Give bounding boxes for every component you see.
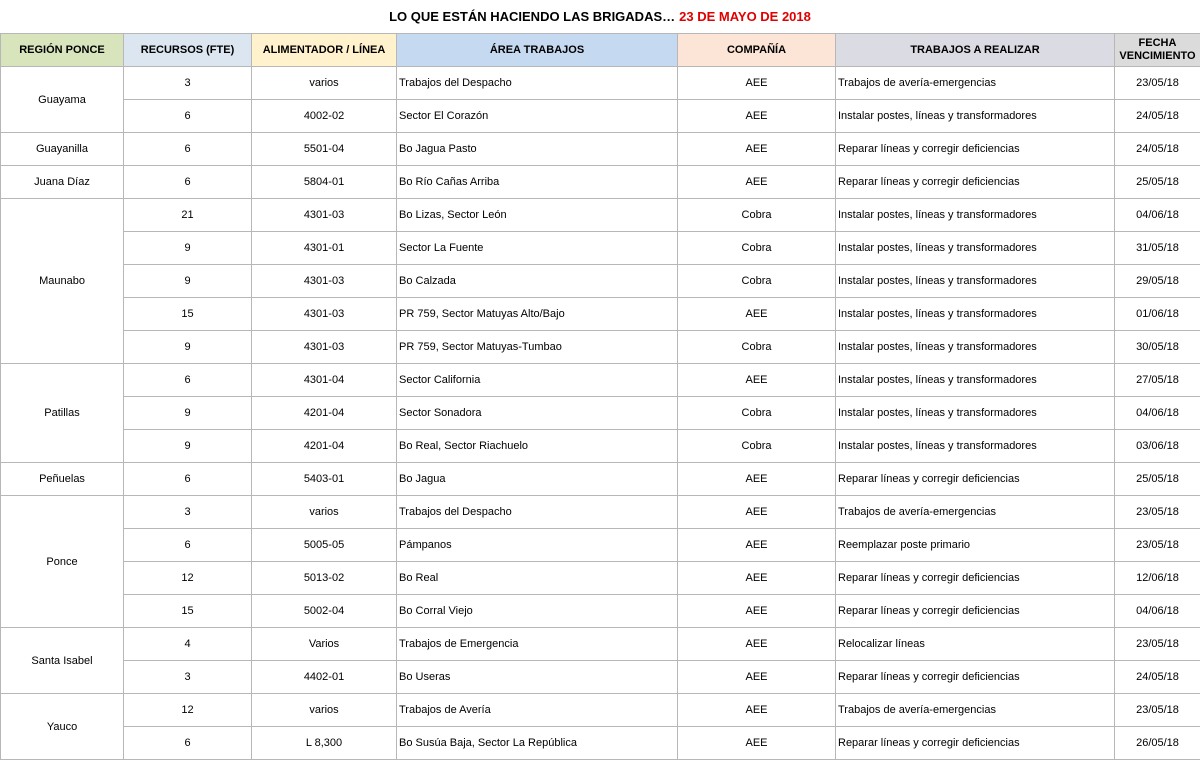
cell-compania: AEE bbox=[678, 628, 836, 661]
cell-compania: Cobra bbox=[678, 430, 836, 463]
cell-fecha: 04/06/18 bbox=[1115, 595, 1200, 628]
cell-recursos: 3 bbox=[124, 496, 252, 529]
table-row bbox=[1, 265, 1200, 298]
header-region: REGIÓN PONCE bbox=[1, 34, 124, 67]
cell-area: Bo Useras bbox=[397, 661, 678, 694]
page-title bbox=[0, 0, 1200, 33]
cell-trabajos: Reparar líneas y corregir deficiencias bbox=[836, 661, 1115, 694]
cell-recursos: 6 bbox=[124, 166, 252, 199]
cell-compania: AEE bbox=[678, 694, 836, 727]
cell-trabajos: Instalar postes, líneas y transformadores bbox=[836, 199, 1115, 232]
cell-alimentador: varios bbox=[252, 67, 397, 100]
cell-recursos: 9 bbox=[124, 397, 252, 430]
cell-alimentador: 5804-01 bbox=[252, 166, 397, 199]
header-fecha-line1: FECHA bbox=[1138, 37, 1177, 49]
cell-area: Bo Jagua Pasto bbox=[397, 133, 678, 166]
table-row bbox=[1, 199, 1200, 232]
cell-region: Guayanilla bbox=[1, 133, 124, 166]
cell-fecha: 27/05/18 bbox=[1115, 364, 1200, 397]
cell-alimentador: 5005-05 bbox=[252, 529, 397, 562]
cell-area: PR 759, Sector Matuyas Alto/Bajo bbox=[397, 298, 678, 331]
table-row bbox=[1, 562, 1200, 595]
title-main: LO QUE ESTÁN HACIENDO LAS BRIGADAS… bbox=[389, 9, 676, 24]
cell-recursos: 15 bbox=[124, 298, 252, 331]
cell-trabajos: Relocalizar líneas bbox=[836, 628, 1115, 661]
table-row bbox=[1, 331, 1200, 364]
table-row bbox=[1, 232, 1200, 265]
cell-trabajos: Instalar postes, líneas y transformadores bbox=[836, 298, 1115, 331]
cell-region: Patillas bbox=[1, 364, 124, 463]
table-body bbox=[1, 67, 1200, 760]
cell-area: Sector Sonadora bbox=[397, 397, 678, 430]
cell-trabajos: Trabajos de avería-emergencias bbox=[836, 67, 1115, 100]
cell-trabajos: Reparar líneas y corregir deficiencias bbox=[836, 727, 1115, 760]
cell-region: Santa Isabel bbox=[1, 628, 124, 694]
cell-recursos: 9 bbox=[124, 265, 252, 298]
cell-recursos: 6 bbox=[124, 133, 252, 166]
cell-compania: AEE bbox=[678, 727, 836, 760]
cell-alimentador: varios bbox=[252, 496, 397, 529]
table-row bbox=[1, 298, 1200, 331]
cell-recursos: 3 bbox=[124, 661, 252, 694]
cell-recursos: 15 bbox=[124, 595, 252, 628]
cell-recursos: 12 bbox=[124, 694, 252, 727]
cell-trabajos: Reparar líneas y corregir deficiencias bbox=[836, 133, 1115, 166]
cell-compania: AEE bbox=[678, 661, 836, 694]
cell-alimentador: varios bbox=[252, 694, 397, 727]
cell-alimentador: 4301-03 bbox=[252, 199, 397, 232]
header-alimentador: ALIMENTADOR / LÍNEA bbox=[252, 34, 397, 67]
cell-compania: AEE bbox=[678, 595, 836, 628]
cell-fecha: 23/05/18 bbox=[1115, 529, 1200, 562]
header-fecha-line2: VENCIMIENTO bbox=[1119, 50, 1196, 62]
cell-compania: AEE bbox=[678, 463, 836, 496]
cell-alimentador: Varios bbox=[252, 628, 397, 661]
cell-area: Trabajos del Despacho bbox=[397, 67, 678, 100]
cell-area: Bo Calzada bbox=[397, 265, 678, 298]
cell-compania: AEE bbox=[678, 529, 836, 562]
cell-fecha: 04/06/18 bbox=[1115, 397, 1200, 430]
cell-compania: AEE bbox=[678, 67, 836, 100]
cell-fecha: 03/06/18 bbox=[1115, 430, 1200, 463]
cell-compania: Cobra bbox=[678, 199, 836, 232]
cell-compania: Cobra bbox=[678, 232, 836, 265]
header-row bbox=[1, 34, 1200, 67]
cell-trabajos: Instalar postes, líneas y transformadores bbox=[836, 397, 1115, 430]
cell-area: Bo Corral Viejo bbox=[397, 595, 678, 628]
cell-alimentador: L 8,300 bbox=[252, 727, 397, 760]
title-date: 23 DE MAYO DE 2018 bbox=[679, 9, 811, 24]
table-row bbox=[1, 661, 1200, 694]
cell-compania: AEE bbox=[678, 364, 836, 397]
cell-trabajos: Reparar líneas y corregir deficiencias bbox=[836, 463, 1115, 496]
cell-recursos: 21 bbox=[124, 199, 252, 232]
cell-area: Sector La Fuente bbox=[397, 232, 678, 265]
cell-fecha: 23/05/18 bbox=[1115, 496, 1200, 529]
cell-area: Bo Susúa Baja, Sector La República bbox=[397, 727, 678, 760]
cell-fecha: 31/05/18 bbox=[1115, 232, 1200, 265]
cell-trabajos: Reparar líneas y corregir deficiencias bbox=[836, 595, 1115, 628]
header-recursos: RECURSOS (FTE) bbox=[124, 34, 252, 67]
cell-area: Sector California bbox=[397, 364, 678, 397]
cell-fecha: 24/05/18 bbox=[1115, 100, 1200, 133]
cell-recursos: 9 bbox=[124, 232, 252, 265]
cell-area: Trabajos de Emergencia bbox=[397, 628, 678, 661]
cell-trabajos: Reparar líneas y corregir deficiencias bbox=[836, 562, 1115, 595]
cell-compania: AEE bbox=[678, 100, 836, 133]
table-row bbox=[1, 727, 1200, 760]
cell-region: Ponce bbox=[1, 496, 124, 628]
cell-compania: AEE bbox=[678, 133, 836, 166]
cell-recursos: 6 bbox=[124, 100, 252, 133]
header-fecha bbox=[1115, 34, 1200, 67]
cell-trabajos: Instalar postes, líneas y transformadores bbox=[836, 430, 1115, 463]
cell-fecha: 23/05/18 bbox=[1115, 694, 1200, 727]
cell-recursos: 12 bbox=[124, 562, 252, 595]
cell-region: Maunabo bbox=[1, 199, 124, 364]
brigadas-table bbox=[0, 33, 1200, 760]
cell-trabajos: Instalar postes, líneas y transformadores bbox=[836, 331, 1115, 364]
cell-fecha: 25/05/18 bbox=[1115, 166, 1200, 199]
cell-fecha: 12/06/18 bbox=[1115, 562, 1200, 595]
cell-compania: AEE bbox=[678, 496, 836, 529]
cell-compania: Cobra bbox=[678, 331, 836, 364]
table-row bbox=[1, 100, 1200, 133]
cell-alimentador: 4301-01 bbox=[252, 232, 397, 265]
cell-compania: AEE bbox=[678, 298, 836, 331]
cell-alimentador: 5013-02 bbox=[252, 562, 397, 595]
cell-recursos: 6 bbox=[124, 727, 252, 760]
cell-compania: AEE bbox=[678, 562, 836, 595]
cell-recursos: 9 bbox=[124, 331, 252, 364]
cell-alimentador: 4301-03 bbox=[252, 331, 397, 364]
cell-recursos: 6 bbox=[124, 364, 252, 397]
cell-alimentador: 4201-04 bbox=[252, 430, 397, 463]
table-row bbox=[1, 694, 1200, 727]
cell-region: Peñuelas bbox=[1, 463, 124, 496]
cell-alimentador: 4201-04 bbox=[252, 397, 397, 430]
cell-alimentador: 4402-01 bbox=[252, 661, 397, 694]
table-row bbox=[1, 529, 1200, 562]
cell-trabajos: Trabajos de avería-emergencias bbox=[836, 496, 1115, 529]
cell-trabajos: Instalar postes, líneas y transformadores bbox=[836, 232, 1115, 265]
cell-fecha: 26/05/18 bbox=[1115, 727, 1200, 760]
table-row bbox=[1, 397, 1200, 430]
cell-recursos: 6 bbox=[124, 463, 252, 496]
table-row bbox=[1, 166, 1200, 199]
cell-compania: Cobra bbox=[678, 397, 836, 430]
cell-area: PR 759, Sector Matuyas-Tumbao bbox=[397, 331, 678, 364]
cell-compania: Cobra bbox=[678, 265, 836, 298]
cell-trabajos: Instalar postes, líneas y transformadores bbox=[836, 364, 1115, 397]
table-row bbox=[1, 67, 1200, 100]
cell-area: Trabajos del Despacho bbox=[397, 496, 678, 529]
table-row bbox=[1, 364, 1200, 397]
cell-trabajos: Trabajos de avería-emergencias bbox=[836, 694, 1115, 727]
cell-area: Pámpanos bbox=[397, 529, 678, 562]
cell-trabajos: Reparar líneas y corregir deficiencias bbox=[836, 166, 1115, 199]
header-compania: COMPAÑÍA bbox=[678, 34, 836, 67]
cell-area: Bo Real bbox=[397, 562, 678, 595]
cell-region: Guayama bbox=[1, 67, 124, 133]
cell-fecha: 30/05/18 bbox=[1115, 331, 1200, 364]
table-row bbox=[1, 496, 1200, 529]
cell-area: Bo Lizas, Sector León bbox=[397, 199, 678, 232]
cell-alimentador: 5501-04 bbox=[252, 133, 397, 166]
header-area: ÁREA TRABAJOS bbox=[397, 34, 678, 67]
cell-recursos: 9 bbox=[124, 430, 252, 463]
cell-alimentador: 5403-01 bbox=[252, 463, 397, 496]
cell-recursos: 3 bbox=[124, 67, 252, 100]
cell-alimentador: 5002-04 bbox=[252, 595, 397, 628]
cell-region: Yauco bbox=[1, 694, 124, 760]
cell-alimentador: 4301-04 bbox=[252, 364, 397, 397]
cell-region: Juana Díaz bbox=[1, 166, 124, 199]
cell-recursos: 4 bbox=[124, 628, 252, 661]
cell-fecha: 24/05/18 bbox=[1115, 133, 1200, 166]
cell-fecha: 29/05/18 bbox=[1115, 265, 1200, 298]
table-row bbox=[1, 463, 1200, 496]
cell-fecha: 04/06/18 bbox=[1115, 199, 1200, 232]
cell-area: Bo Río Cañas Arriba bbox=[397, 166, 678, 199]
cell-area: Trabajos de Avería bbox=[397, 694, 678, 727]
cell-fecha: 23/05/18 bbox=[1115, 628, 1200, 661]
cell-area: Sector El Corazón bbox=[397, 100, 678, 133]
cell-recursos: 6 bbox=[124, 529, 252, 562]
cell-alimentador: 4002-02 bbox=[252, 100, 397, 133]
cell-fecha: 23/05/18 bbox=[1115, 67, 1200, 100]
cell-trabajos: Reemplazar poste primario bbox=[836, 529, 1115, 562]
cell-alimentador: 4301-03 bbox=[252, 298, 397, 331]
table-row bbox=[1, 595, 1200, 628]
cell-area: Bo Real, Sector Riachuelo bbox=[397, 430, 678, 463]
cell-area: Bo Jagua bbox=[397, 463, 678, 496]
cell-trabajos: Instalar postes, líneas y transformadores bbox=[836, 265, 1115, 298]
header-trabajos: TRABAJOS A REALIZAR bbox=[836, 34, 1115, 67]
cell-fecha: 25/05/18 bbox=[1115, 463, 1200, 496]
cell-fecha: 01/06/18 bbox=[1115, 298, 1200, 331]
cell-alimentador: 4301-03 bbox=[252, 265, 397, 298]
cell-compania: AEE bbox=[678, 166, 836, 199]
table-row bbox=[1, 628, 1200, 661]
cell-trabajos: Instalar postes, líneas y transformadores bbox=[836, 100, 1115, 133]
table-row bbox=[1, 430, 1200, 463]
table-row bbox=[1, 133, 1200, 166]
cell-fecha: 24/05/18 bbox=[1115, 661, 1200, 694]
